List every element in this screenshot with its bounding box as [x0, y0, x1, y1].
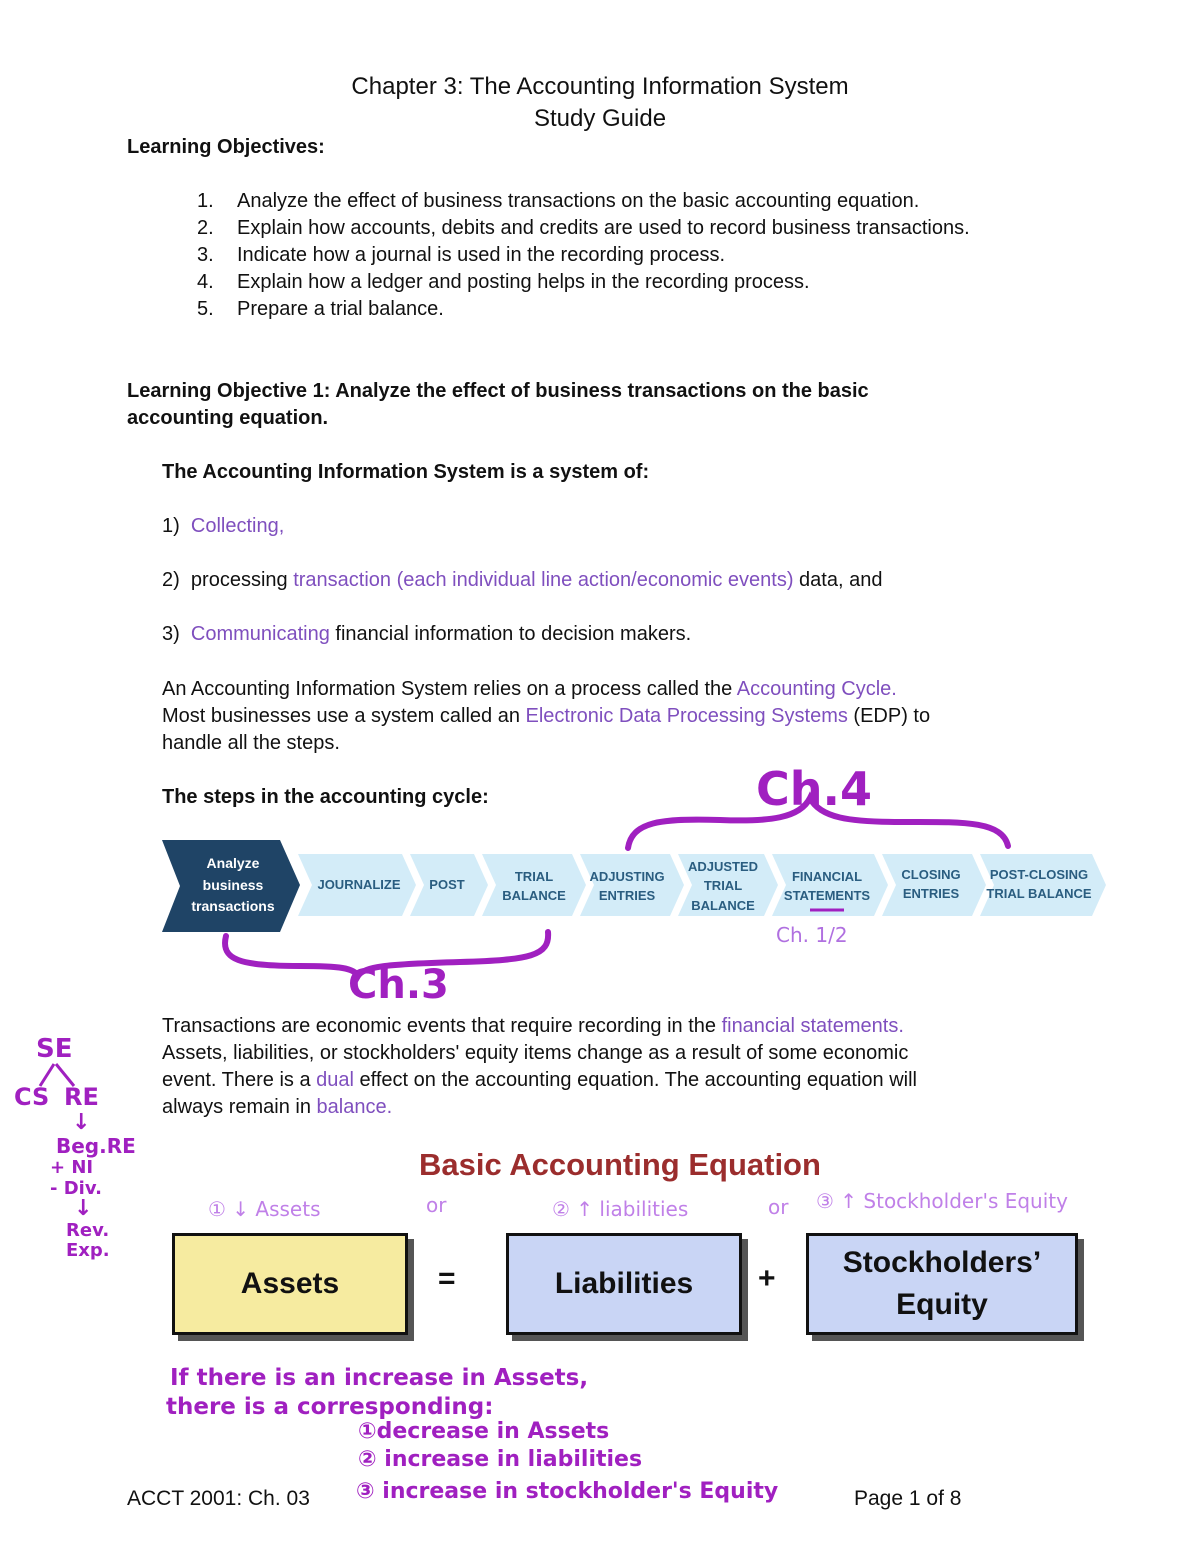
equals-sign: = [438, 1262, 456, 1295]
cycle-label: TRIAL BALANCE [986, 886, 1092, 901]
cycle-step-post-closing [980, 854, 1106, 916]
handwritten-ch3: Ch.3 [348, 962, 449, 1008]
lo1-heading-line2: accounting equation. [127, 407, 329, 429]
objectives-heading: Learning Objectives: [127, 136, 325, 158]
steps-heading: The steps in the accounting cycle: [162, 786, 489, 808]
handwritten-ch4: Ch.4 [756, 762, 872, 816]
cycle-label: BALANCE [502, 888, 566, 903]
cycle-label: ADJUSTED [687, 859, 759, 874]
hand-re: RE [64, 1083, 99, 1111]
cycle-label: BALANCE [691, 898, 755, 913]
ais-item-3: 3) Communicating financial information to decision makers. [162, 623, 692, 645]
hand-eq-or2: or [768, 1195, 789, 1219]
cycle-label: ENTRIES [598, 888, 656, 903]
hand-bottom-2: there is a corresponding: [166, 1394, 494, 1420]
cycle-label: STATEMENTS [783, 888, 871, 903]
assets-box: Assets [172, 1233, 408, 1335]
cycle-label: CLOSING [901, 867, 961, 882]
hand-eq-note1: ① ↓ Assets [208, 1197, 321, 1221]
hand-div: - Div. [50, 1178, 102, 1199]
objective-item: 1. Analyze the effect of business transactions on the basic accounting equation. [197, 190, 920, 212]
hand-exp: Exp. [66, 1240, 110, 1261]
hand-eq-note3: ③ ↑ Stockholder's Equity [816, 1189, 1068, 1213]
hand-bottom-4: ② increase in liabilities [358, 1447, 643, 1472]
cycle-label: transactions [191, 898, 275, 914]
cycle-label: business [202, 877, 264, 893]
ais-paragraph: An Accounting Information System relies on a process called the Accounting Cycle. Most businesses use a system called an Electronic Data Processing Systems (EDP) to handle all the steps. [162, 678, 931, 754]
hand-cs: CS [14, 1083, 50, 1111]
objective-item: 3. Indicate how a journal is used in the recording process. [197, 244, 726, 266]
page-subtitle: Study Guide [533, 105, 667, 132]
transactions-paragraph: Transactions are economic events that require recording in the financial statements. Assets, liabilities, or stockholders' equity items change as a result of some economic event. There is a dual effect on the accounting equation. The accounting equation will always remain in balance. [162, 1015, 917, 1118]
objectives-list [197, 188, 1057, 323]
cycle-step-trial-balance [482, 854, 586, 916]
ais-item-1: 1) Collecting, [162, 515, 285, 537]
cycle-step-closing [882, 854, 986, 916]
cycle-label: ENTRIES [902, 886, 960, 901]
hand-bottom-3: ①decrease in Assets [358, 1419, 610, 1444]
objective-item: 5. Prepare a trial balance. [197, 298, 444, 320]
hand-se: SE [36, 1034, 73, 1064]
footer-page-number: Page 1 of 8 [854, 1487, 962, 1510]
hand-bottom-5: ③ increase in stockholder's Equity [356, 1479, 779, 1504]
cycle-label: POST [429, 877, 465, 892]
cycle-label: Analyze [206, 855, 260, 871]
hand-eq-note2: ② ↑ liabilities [552, 1197, 689, 1221]
equation-title: Basic Accounting Equation [419, 1147, 821, 1182]
plus-sign: + [758, 1262, 776, 1295]
cycle-label: FINANCIAL [791, 869, 863, 884]
accounting-cycle-diagram [160, 760, 1120, 1010]
cycle-label: TRIAL [514, 869, 554, 884]
cycle-label: JOURNALIZE [317, 877, 401, 892]
hand-ni: + NI [50, 1157, 94, 1178]
cycle-label: POST-CLOSING [989, 867, 1089, 882]
cycle-label: TRIAL [703, 878, 743, 893]
footer-course: ACCT 2001: Ch. 03 [127, 1487, 310, 1510]
hand-bottom-1: If there is an increase in Assets, [170, 1365, 589, 1391]
handwritten-ch12: Ch. 1/2 [776, 923, 848, 947]
lo1-heading-line1: Learning Objective 1: Analyze the effect of business transactions on the basic [127, 380, 869, 402]
cycle-step-financial [772, 854, 888, 916]
cycle-label: ADJUSTING [589, 869, 665, 884]
liabilities-box: Liabilities [506, 1233, 742, 1335]
page-title: Chapter 3: The Accounting Information System [351, 73, 849, 100]
arrow-down-icon: ↓ [74, 1196, 93, 1221]
arrow-down-icon: ↓ [72, 1110, 91, 1135]
ais-heading: The Accounting Information System is a system of: [162, 461, 650, 483]
ais-item-2: 2) processing transaction (each individual line action/economic events) data, and [162, 569, 883, 591]
hand-beg-re: Beg.RE [56, 1134, 136, 1158]
hand-eq-or1: or [426, 1193, 447, 1217]
objective-item: 4. Explain how a ledger and posting helps in the recording process. [197, 271, 810, 293]
equity-box: Stockholders’ Equity [806, 1233, 1078, 1335]
hand-rev: Rev. [66, 1220, 110, 1241]
cycle-step-adjusting [580, 854, 684, 916]
objective-item: 2. Explain how accounts, debits and credits are used to record business transactions. [197, 217, 970, 239]
